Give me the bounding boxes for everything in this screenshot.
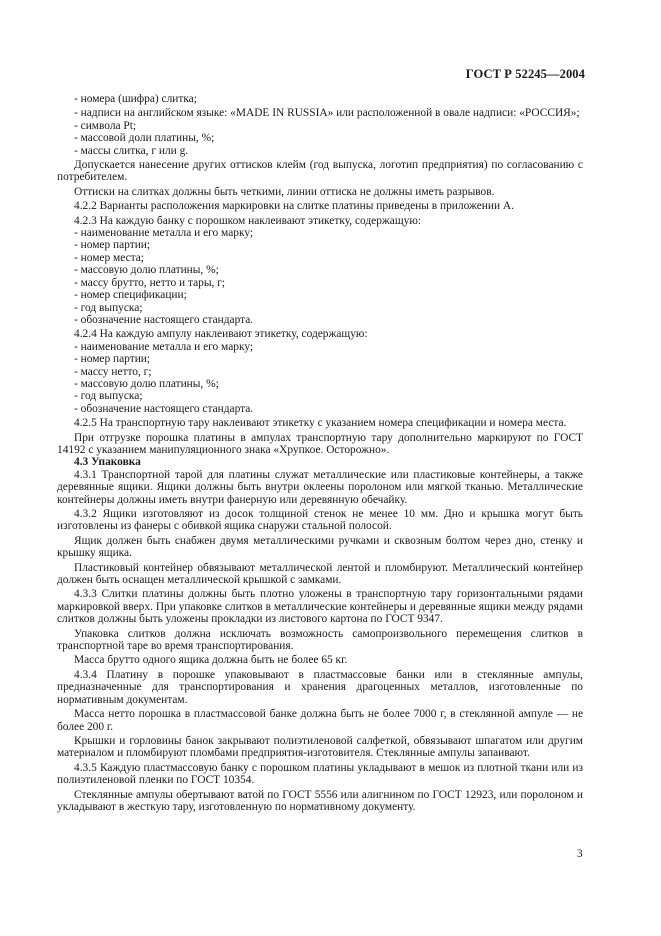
paragraph: - номер места; [74,251,144,264]
paragraph: Пластиковый контейнер обвязывают металлической лентой и пломбируют. Металлический контейнер должен быть оснащен металлической крышкой с замками. [57,561,583,587]
paragraph: - номер партии; [74,353,151,366]
paragraph: - обозначение настоящего стандарта. [74,402,254,415]
paragraph: 4.2.4 На каждую ампулу наклеивают этикетку, содержащую: [74,328,368,341]
paragraph: Масса брутто одного ящика должна быть не более 65 кг. [74,654,348,667]
document-body [57,93,583,813]
paragraph: - массовой доли платины, %; [74,132,215,145]
paragraph: Ящик должен быть снабжен двумя металлическими ручками и сквозным болтом через дно, стенку и крышку ящика. [57,534,583,560]
paragraph: - массовую долю платины, %; [74,264,219,277]
paragraph: - массу брутто, нетто и тары, г; [74,276,226,289]
paragraph: - номера (шифра) слитка; [74,93,197,105]
paragraph: 4.3.3 Слитки платины должны быть плотно уложены в транспортную тару горизонтальными рядами маркировкой вверх. При упаковке слитков в металлические контейнеры и деревянные ящики между рядами слитков должны быть уложены прокладки из листового картона по ГОСТ 9347. [57,588,583,626]
paragraph: - обозначение настоящего стандарта. [74,313,254,326]
paragraph: 4.2.3 На каждую банку с порошком наклеивают этикетку, содержащую: [74,214,421,227]
paragraph: 4.3.4 Платину в порошке упаковывают в пластмассовые банки или в стеклянные ампулы, предназначенные для транспортирования и хранения драгоценных металлов, изготовленные по нормативным документам. [57,668,583,706]
paragraph: 4.3.5 Каждую пластмассовую банку с порошком платины укладывают в мешок из плотной ткани или из полиэтиленовой пленки по ГОСТ 10354. [57,761,583,787]
paragraph: - наименование металла и его марку; [74,340,254,353]
paragraph: Упаковка слитков должна исключать возможность самопроизвольного перемещения слитков в транспортной таре во время транспортирования. [57,627,583,653]
paragraph: - массу нетто, г; [74,365,152,378]
paragraph: - надписи на английском языке: «MADE IN RUSSIA» или расположенной в овале надписи: «РОССИЯ»; [74,107,580,120]
paragraph: При отгрузке порошка платины в ампулах транспортную тару дополнительно маркируют по ГОСТ 14192 с указанием манипуляционного знака «Хрупкое. Осторожно». [57,431,583,456]
paragraph: 4.3.1 Транспортной тарой для платины служат металлические или пластиковые контейнеры, а также деревянные ящики. Ящики должны быть внутри оклеены поролоном или мягкой тканью. Металлические контейнеры должны иметь внутри фанерную или деревянную обечайку. [57,468,583,506]
paragraph: - массовую долю платины, %; [74,377,219,390]
paragraph: - символа Pt; [74,119,137,132]
paragraph: - наименование металла и его марку; [74,227,254,240]
paragraph: Допускается нанесение других оттисков клейм (год выпуска, логотип предприятия) по согласованию с потребителем. [57,159,583,184]
standard-designation: ГОСТ Р 52245—2004 [465,67,585,81]
paragraph: - номер партии; [74,239,151,252]
paragraph: 4.3.2 Ящики изготовляют из досок толщиной стенок не менее 10 мм. Дно и крышка могут быть изготовлены из фанеры с обивкой ящика снаружи стальной полосой. [57,508,583,533]
page-number: 3 [577,848,583,860]
paragraph: - номер спецификации; [74,289,187,302]
paragraph: Крышки и горловины банок закрывают полиэтиленовой салфеткой, обвязывают шпагатом или другим материалом и пломбируют пломбами предприятия-изготовителя. Стеклянные ампулы запаивают. [57,734,583,760]
paragraph: Оттиски на слитках должны быть четкими, линии оттиска не должны иметь разрывов. [74,185,495,198]
paragraph: Стеклянные ампулы обертывают ватой по ГОСТ 5556 или алигнином по ГОСТ 12923, или поролоном и укладывают в жесткую тару, изготовленную по нормативному документу. [57,788,583,813]
paragraph: - год выпуска; [74,301,143,314]
paragraph: Масса нетто порошка в пластмассовой банке должна быть не более 7000 г, в стеклянной ампуле — не более 200 г. [57,708,583,733]
paragraph: 4.2.2 Варианты расположения маркировки на слитке платины приведены в приложении А. [74,200,514,213]
paragraph: - массы слитка, г или g. [74,144,189,157]
section-heading: 4.3 Упаковка [74,456,141,469]
paragraph: 4.2.5 На транспортную тару наклеивают этикетку с указанием номера спецификации и номера места. [74,417,567,430]
paragraph: - год выпуска; [74,390,143,403]
